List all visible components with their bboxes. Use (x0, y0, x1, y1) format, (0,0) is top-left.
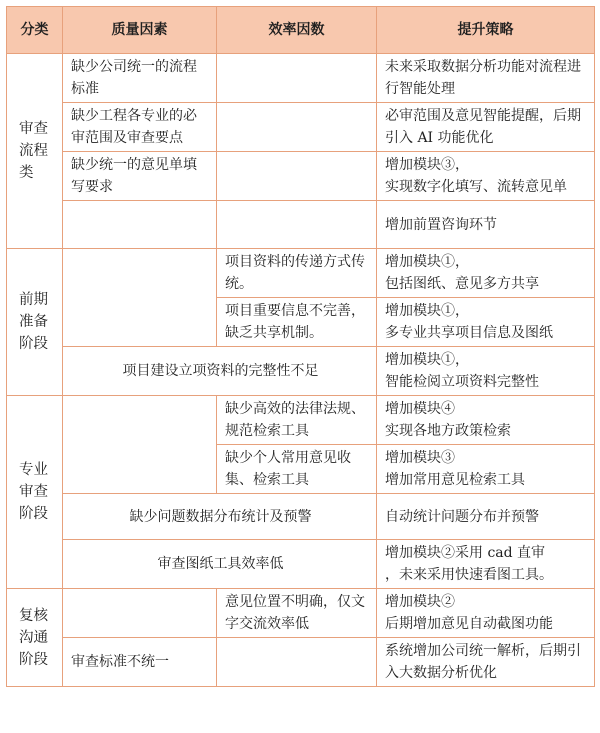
table-row (7, 494, 595, 540)
merged-factor-cell: 审查图纸工具效率低 (63, 540, 377, 589)
efficiency-cell: 项目重要信息不完善，缺乏共享机制。 (217, 298, 377, 347)
quality-cell (63, 396, 217, 494)
merged-factor-cell: 缺少问题数据分布统计及预警 (63, 494, 377, 540)
table-row (7, 249, 595, 298)
header-strategy: 提升策略 (377, 7, 595, 54)
strategy-cell: 增加模块② 后期增加意见自动截图功能 (377, 589, 595, 638)
efficiency-cell: 意见位置不明确，仅文字交流效率低 (217, 589, 377, 638)
table-row (7, 396, 595, 445)
strategy-cell: 增加模块④ 实现各地方政策检索 (377, 396, 595, 445)
strategy-cell: 增加模块①， 包括图纸、意见多方共享 (377, 249, 595, 298)
strategy-cell: 增加模块③， 实现数字化填写、流转意见单 (377, 152, 595, 201)
category-cell: 专业 审查 阶段 (7, 396, 63, 589)
quality-cell (63, 249, 217, 347)
table-row (7, 589, 595, 638)
quality-cell: 缺少工程各专业的必审范围及审查要点 (63, 103, 217, 152)
strategy-cell: 必审范围及意见智能提醒，后期引入 AI 功能优化 (377, 103, 595, 152)
category-cell: 前期 准备 阶段 (7, 249, 63, 396)
quality-cell (63, 589, 217, 638)
table-row (7, 347, 595, 396)
strategy-cell: 未来采取数据分析功能对流程进行智能处理 (377, 54, 595, 103)
strategy-cell: 系统增加公司统一解析，后期引入大数据分析优化 (377, 638, 595, 687)
quality-cell: 缺少公司统一的流程标准 (63, 54, 217, 103)
efficiency-cell (217, 54, 377, 103)
efficiency-cell (217, 103, 377, 152)
strategy-cell: 增加模块①， 多专业共享项目信息及图纸 (377, 298, 595, 347)
category-cell: 复核 沟通 阶段 (7, 589, 63, 687)
merged-factor-cell: 项目建设立项资料的完整性不足 (63, 347, 377, 396)
strategy-cell: 增加模块③ 增加常用意见检索工具 (377, 445, 595, 494)
table-row (7, 638, 595, 687)
table-row (7, 540, 595, 589)
efficiency-cell: 项目资料的传递方式传统。 (217, 249, 377, 298)
quality-cell (63, 201, 217, 249)
strategy-cell: 增加前置咨询环节 (377, 201, 595, 249)
category-cell: 审查 流程 类 (7, 54, 63, 249)
table-row (7, 201, 595, 249)
header-efficiency: 效率因数 (217, 7, 377, 54)
efficiency-cell (217, 638, 377, 687)
efficiency-cell (217, 152, 377, 201)
quality-cell: 审查标准不统一 (63, 638, 217, 687)
strategy-cell: 增加模块②采用 cad 直审 ，未来采用快速看图工具。 (377, 540, 595, 589)
efficiency-cell: 缺少高效的法律法规、规范检索工具 (217, 396, 377, 445)
efficiency-cell (217, 201, 377, 249)
table-row (7, 152, 595, 201)
strategy-cell: 自动统计问题分布并预警 (377, 494, 595, 540)
quality-cell: 缺少统一的意见单填写要求 (63, 152, 217, 201)
header-quality: 质量因素 (63, 7, 217, 54)
table-row (7, 103, 595, 152)
header-category: 分类 (7, 7, 63, 54)
strategy-table (6, 6, 595, 687)
strategy-cell: 增加模块①， 智能检阅立项资料完整性 (377, 347, 595, 396)
table-row (7, 54, 595, 103)
header-row (7, 7, 595, 54)
efficiency-cell: 缺少个人常用意见收集、检索工具 (217, 445, 377, 494)
